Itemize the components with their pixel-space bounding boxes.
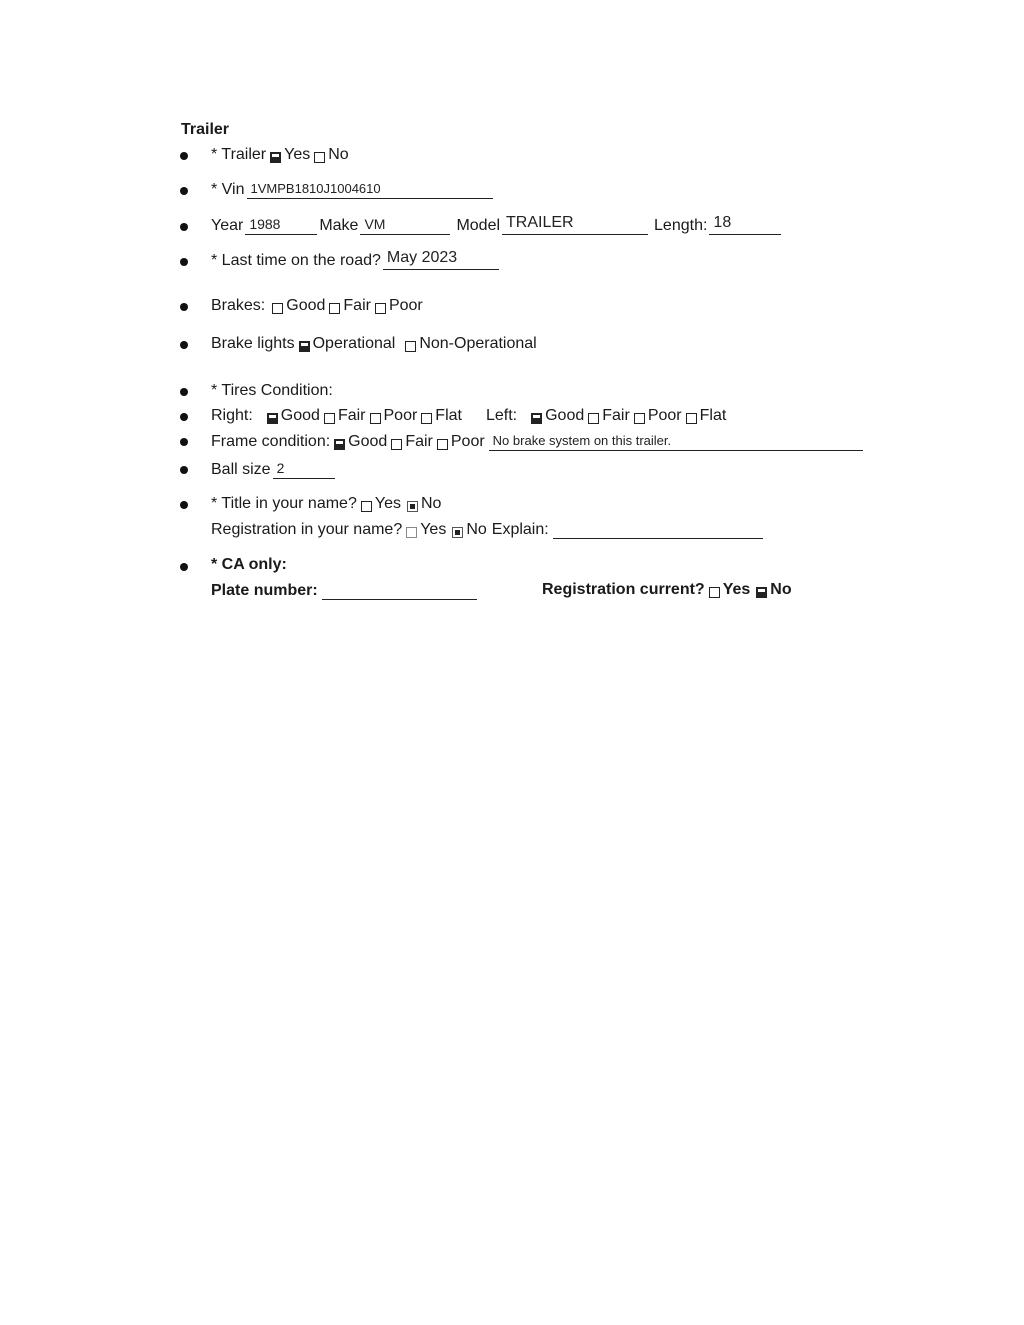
ca-label: * CA only:: [211, 556, 287, 573]
tires-label: * Tires Condition:: [211, 382, 333, 399]
registration-no-label: No: [466, 521, 487, 538]
registration-yes-checkbox[interactable]: [406, 527, 417, 538]
registration-label: Registration in your name?: [211, 521, 403, 538]
registration-yes-label: Yes: [420, 521, 447, 538]
tires-right-label: Right:: [211, 407, 253, 424]
model-value: TRAILER: [506, 214, 574, 231]
make-field[interactable]: [360, 216, 450, 235]
right-good-checkbox[interactable]: [267, 413, 278, 424]
frame-poor-label: Poor: [450, 433, 485, 450]
title-row: [211, 495, 441, 513]
bullet: [180, 501, 188, 509]
frame-fair-label: Fair: [405, 433, 433, 450]
trailer-no-checkbox[interactable]: [314, 152, 325, 163]
tires-lr-row: [211, 407, 726, 425]
left-fair-label: Fair: [602, 407, 630, 424]
title-label: * Title in your name?: [211, 495, 357, 512]
plate-field[interactable]: [322, 581, 477, 600]
reg-current-label: Registration current?: [542, 581, 705, 598]
bullet: [180, 341, 188, 349]
ball-label: Ball size: [211, 461, 271, 478]
ball-row: [211, 460, 337, 479]
frame-fair-checkbox[interactable]: [391, 439, 402, 450]
reg-current-no-checkbox[interactable]: [756, 587, 767, 598]
registration-row: [211, 520, 765, 539]
bullet: [180, 438, 188, 446]
ca-registration-row: [542, 581, 792, 599]
brakes-good-label: Good: [286, 297, 326, 314]
brakes-fair-label: Fair: [343, 297, 371, 314]
vin-value: 1VMPB1810J1004610: [250, 181, 381, 196]
reg-current-no-label: No: [770, 581, 792, 598]
frame-good-label: Good: [348, 433, 388, 450]
left-poor-checkbox[interactable]: [634, 413, 645, 424]
last-road-row: [211, 251, 501, 270]
right-good-label: Good: [280, 407, 320, 424]
brakes-good-checkbox[interactable]: [272, 303, 283, 314]
registration-no-checkbox[interactable]: [452, 527, 463, 538]
left-flat-label: Flat: [699, 407, 727, 424]
bullet: [180, 466, 188, 474]
brake-lights-label: Brake lights: [211, 335, 295, 352]
right-poor-checkbox[interactable]: [370, 413, 381, 424]
right-flat-checkbox[interactable]: [421, 413, 432, 424]
section-title: Trailer: [181, 121, 230, 138]
bullet: [180, 563, 188, 571]
trailer-yes-label: Yes: [284, 146, 311, 163]
brake-lights-row: [211, 335, 537, 353]
bullet: [180, 152, 188, 160]
ball-value: 2: [276, 460, 285, 476]
last-road-field[interactable]: [383, 251, 499, 270]
last-road-value: May 2023: [386, 249, 458, 266]
right-poor-label: Poor: [383, 407, 418, 424]
brakes-row: [211, 297, 423, 315]
brakes-label: Brakes:: [211, 297, 266, 314]
ca-row: [211, 556, 287, 574]
brakes-poor-checkbox[interactable]: [375, 303, 386, 314]
registration-explain-field[interactable]: [553, 520, 763, 539]
bullet: [180, 187, 188, 195]
make-value: VM: [364, 216, 386, 232]
frame-good-checkbox[interactable]: [334, 439, 345, 450]
frame-row: [211, 432, 865, 451]
last-road-label: * Last time on the road?: [211, 252, 381, 269]
vin-row: [211, 180, 495, 199]
ca-plate-row: [211, 581, 479, 600]
right-flat-label: Flat: [435, 407, 462, 424]
frame-notes-value: No brake system on this trailer.: [492, 433, 672, 448]
make-label: Make: [319, 217, 359, 234]
trailer-yes-checkbox[interactable]: [270, 152, 281, 163]
left-poor-label: Poor: [647, 407, 682, 424]
ball-field[interactable]: [273, 460, 335, 479]
year-value: 1988: [249, 216, 281, 232]
vin-field[interactable]: [247, 180, 493, 199]
brake-lights-op-checkbox[interactable]: [299, 341, 310, 352]
length-label: Length:: [654, 217, 708, 234]
tires-row: [211, 382, 333, 400]
title-yes-label: Yes: [374, 495, 401, 512]
plate-label: Plate number:: [211, 582, 318, 599]
registration-explain-label: Explain:: [491, 521, 549, 538]
right-fair-checkbox[interactable]: [324, 413, 335, 424]
right-fair-label: Fair: [337, 407, 366, 424]
left-flat-checkbox[interactable]: [686, 413, 697, 424]
reg-current-yes-label: Yes: [722, 581, 751, 598]
brake-lights-op-label: Operational: [312, 335, 396, 352]
brake-lights-nonop-label: Non-Operational: [419, 335, 537, 352]
year-label: Year: [211, 217, 244, 234]
left-fair-checkbox[interactable]: [588, 413, 599, 424]
brakes-fair-checkbox[interactable]: [329, 303, 340, 314]
length-value: 18: [713, 214, 732, 231]
brakes-poor-label: Poor: [388, 297, 423, 314]
length-field[interactable]: [709, 216, 781, 235]
bullet: [180, 388, 188, 396]
bullet: [180, 413, 188, 421]
brake-lights-nonop-checkbox[interactable]: [405, 341, 416, 352]
bullet: [180, 258, 188, 266]
left-good-label: Good: [545, 407, 585, 424]
frame-label: Frame condition:: [211, 433, 331, 450]
model-field[interactable]: [502, 216, 648, 235]
vin-label: * Vin: [211, 181, 245, 198]
year-field[interactable]: [245, 216, 317, 235]
left-good-checkbox[interactable]: [531, 413, 542, 424]
bullet: [180, 303, 188, 311]
reg-current-yes-checkbox[interactable]: [709, 587, 720, 598]
frame-poor-checkbox[interactable]: [437, 439, 448, 450]
bullet: [180, 223, 188, 231]
frame-notes-field[interactable]: [489, 432, 863, 451]
model-label: Model: [456, 217, 501, 234]
trailer-no-label: No: [328, 146, 349, 163]
trailer-row: [211, 146, 349, 164]
tires-left-label: Left:: [485, 407, 518, 424]
vehicle-row: [211, 216, 783, 235]
trailer-label: * Trailer: [211, 146, 267, 163]
title-yes-checkbox[interactable]: [361, 501, 372, 512]
title-no-label: No: [420, 495, 442, 512]
title-no-checkbox[interactable]: [407, 501, 418, 512]
